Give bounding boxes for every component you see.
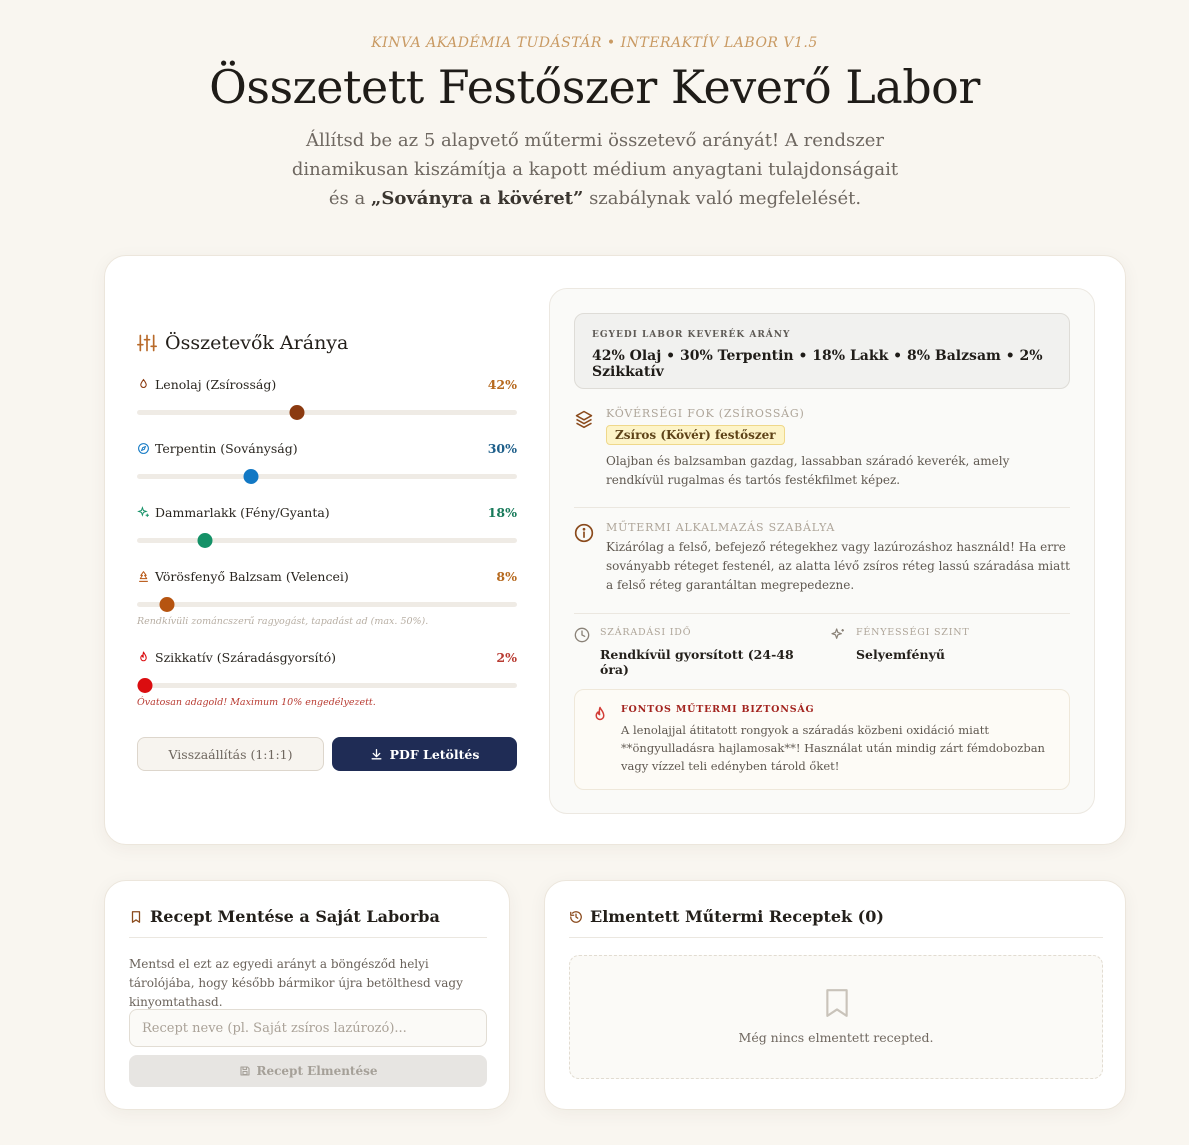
fat-grade-block	[574, 407, 1070, 490]
slider-thumb[interactable]	[289, 405, 304, 420]
slider-header	[137, 502, 517, 522]
fat-grade-badge: Zsíros (Kövér) festőszer	[606, 425, 785, 445]
slider-label-text: Vörösfenyő Balzsam (Velencei)	[155, 568, 349, 584]
drop-icon	[137, 378, 150, 391]
slider-label	[137, 441, 298, 456]
empty-state-text: Még nincs elmentett recepted.	[738, 1030, 934, 1045]
recipe-name-input[interactable]	[129, 1009, 487, 1047]
info-icon	[574, 523, 594, 543]
slider-row	[137, 647, 517, 708]
drying-time	[574, 627, 814, 677]
saved-recipes-card	[544, 880, 1126, 1110]
mix-label: EGYEDI LABOR KEVERÉK ARÁNY	[592, 330, 791, 340]
save-recipe-title	[129, 907, 440, 926]
slider-header	[137, 647, 517, 667]
slider-warning: Óvatosan adagold! Maximum 10% engedélyezett.	[137, 697, 376, 708]
bookmark-icon	[129, 910, 143, 924]
slider-label-text: Szikkatív (Száradásgyorsító)	[155, 649, 336, 665]
layers-icon	[574, 409, 594, 429]
slider-value: 18%	[487, 504, 517, 520]
slider-value: 42%	[487, 376, 517, 392]
slider-label-text: Lenolaj (Zsírosság)	[155, 376, 277, 392]
slider-header	[137, 438, 517, 458]
mix-value: 42% Olaj • 30% Terpentin • 18% Lakk • 8% Balzsam • 2% Szikkatív	[592, 348, 1043, 380]
mixer-card	[104, 255, 1126, 845]
slider-value: 30%	[487, 440, 517, 456]
slider-label	[137, 569, 349, 584]
sliders-icon	[137, 333, 157, 353]
slider-track[interactable]	[137, 410, 517, 415]
safety-warning	[574, 689, 1070, 790]
slider-track[interactable]	[137, 538, 517, 543]
save-icon	[239, 1065, 251, 1077]
compass-icon	[137, 442, 150, 455]
lede-bold: „Soványra a kövéret”	[370, 188, 584, 209]
lede-text-2: szabálynak való megfelelését.	[583, 188, 862, 209]
slider-label	[137, 377, 276, 392]
flame-icon	[591, 706, 609, 724]
save-recipe-description: Mentsd el ezt az egyedi arányt a böngésződ helyi tárolójába, hogy később bármikor újra betölthesd vagy kinyomtathasd.	[129, 957, 463, 1009]
rule-block	[574, 521, 1070, 595]
slider-header	[137, 566, 517, 586]
bookmark-icon	[824, 988, 850, 1018]
divider	[574, 507, 1070, 508]
slider-track[interactable]	[137, 602, 517, 607]
safety-label: FONTOS MŰTERMI BIZTONSÁG	[621, 704, 815, 715]
ingredients-title	[137, 332, 348, 354]
saved-recipes-title-text: Elmentett Műtermi Receptek (0)	[590, 907, 884, 926]
slider-track[interactable]	[137, 474, 517, 479]
slider-label	[137, 505, 330, 520]
page-description	[290, 126, 900, 213]
slider-value: 8%	[496, 568, 517, 584]
clock-icon	[574, 627, 590, 643]
slider-thumb[interactable]	[160, 597, 175, 612]
page-title: Összetett Festőszer Keverő Labor	[209, 60, 980, 114]
divider	[129, 937, 487, 938]
rule-label: MŰTERMI ALKALMAZÁS SZABÁLYA	[606, 521, 836, 534]
fat-grade-label: KÖVÉRSÉGI FOK (ZSÍROSSÁG)	[606, 407, 805, 420]
slider-row	[137, 374, 517, 415]
slider-header	[137, 374, 517, 394]
slider-row	[137, 502, 517, 543]
slider-label-text: Terpentin (Soványság)	[155, 440, 298, 456]
ingredients-title-text: Összetevők Aránya	[165, 332, 349, 354]
empty-state	[569, 955, 1103, 1079]
save-recipe-label: Recept Elmentése	[256, 1064, 378, 1078]
save-recipe-button[interactable]	[129, 1055, 487, 1087]
slider-row	[137, 566, 517, 627]
slider-row	[137, 438, 517, 479]
kicker: KINVA AKADÉMIA TUDÁSTÁR • INTERAKTÍV LABOR V1.5	[371, 35, 818, 51]
slider-label	[137, 650, 336, 665]
gloss-level-label: FÉNYESSÉGI SZINT	[856, 627, 970, 638]
save-recipe-title-text: Recept Mentése a Saját Laborba	[150, 907, 440, 926]
pdf-download-label: PDF Letöltés	[389, 746, 480, 762]
gloss-level	[830, 627, 1070, 662]
mix-summary	[574, 313, 1070, 389]
history-icon	[569, 910, 583, 924]
tree-icon	[137, 570, 150, 583]
slider-track[interactable]	[137, 683, 517, 688]
slider-note: Rendkívüli zománcszerű ragyogást, tapadást ad (max. 50%).	[137, 616, 429, 627]
result-panel	[549, 288, 1095, 814]
drying-time-value: Rendkívül gyorsított (24-48 óra)	[600, 647, 794, 677]
slider-label-text: Dammarlakk (Fény/Gyanta)	[155, 504, 330, 520]
sparkle-icon	[137, 506, 150, 519]
sparkle-icon	[830, 627, 846, 643]
fat-grade-text: Olajban és balzsamban gazdag, lassabban száradó keverék, amely rendkívül rugalmas és tartós festékfilmet képez.	[606, 454, 1010, 487]
flame-icon	[137, 651, 150, 664]
safety-text: A lenolajjal átitatott rongyok a száradás közbeni oxidáció miatt **öngyulladásra hajlamosak**! Használat után mindig zárt fémdobozban vagy vízzel teli edényben tárold őket!	[621, 723, 1045, 773]
pdf-download-button[interactable]	[332, 737, 517, 771]
slider-value: 2%	[496, 649, 517, 665]
save-recipe-card	[104, 880, 510, 1110]
saved-recipes-title	[569, 907, 884, 926]
drying-time-label: SZÁRADÁSI IDŐ	[600, 627, 692, 638]
gloss-level-value: Selyemfényű	[856, 647, 945, 662]
divider	[574, 613, 1070, 614]
lede-text-1: Állítsd be az 5 alapvető műtermi összetevő arányát! A rendszer dinamikusan kiszámítja a kapott médium anyagtani tulajdonságait és a	[291, 130, 899, 209]
slider-thumb[interactable]	[244, 469, 259, 484]
download-icon	[370, 748, 383, 761]
slider-thumb[interactable]	[198, 533, 213, 548]
reset-button[interactable]: Visszaállítás (1:1:1)	[137, 737, 324, 771]
slider-thumb[interactable]	[137, 678, 152, 693]
rule-text: Kizárólag a felső, befejező rétegekhez vagy lazúrozáshoz használd! Ha erre soványabb réteget festenél, az alatta lévő zsíros réteg lassú száradása miatt a felső réteg garantáltan megrepedezne.	[606, 540, 1070, 592]
divider	[569, 937, 1103, 938]
